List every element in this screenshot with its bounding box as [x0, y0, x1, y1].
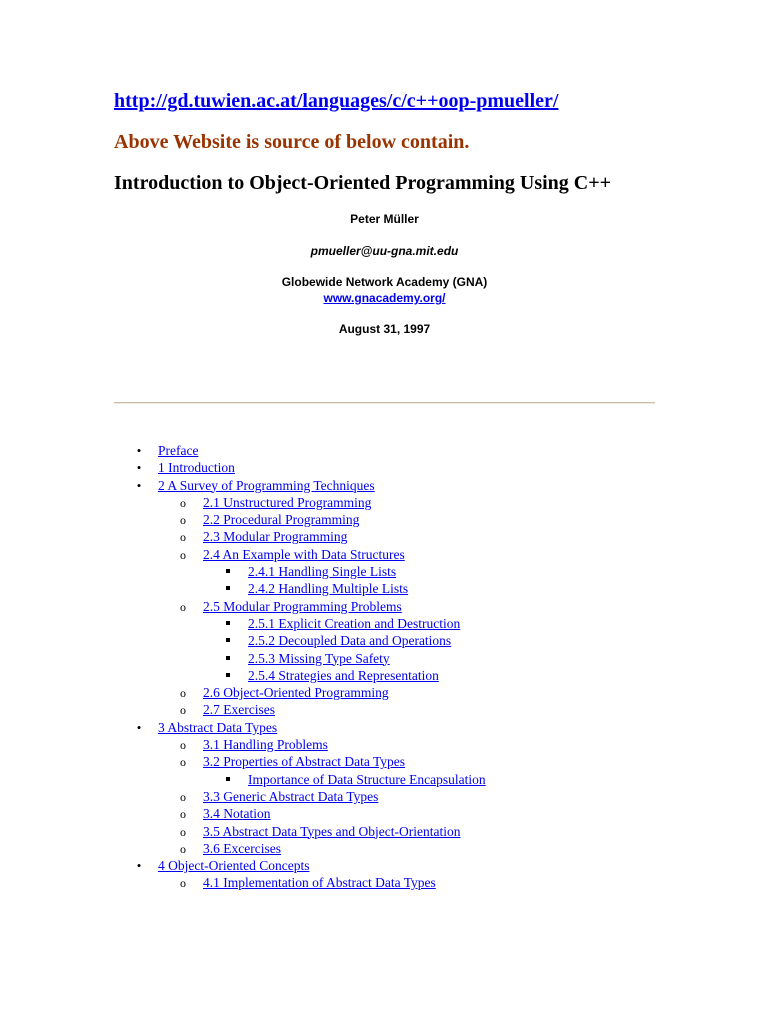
toc-link[interactable]: 2.5.3 Missing Type Safety — [248, 650, 390, 666]
toc-link[interactable]: 1 Introduction — [158, 460, 235, 476]
bullet-circle-icon — [176, 598, 190, 616]
bullet-circle-icon — [176, 701, 190, 719]
toc-item — [114, 632, 674, 649]
toc-link[interactable]: 2.4.2 Handling Multiple Lists — [248, 581, 409, 597]
toc-link[interactable]: 2.5.4 Strategies and Representation — [248, 667, 439, 683]
toc-item — [114, 788, 674, 805]
toc-link[interactable]: 3.5 Abstract Data Types and Object-Orientation — [203, 823, 461, 839]
toc-link[interactable]: 3.1 Handling Problems — [203, 737, 328, 753]
toc-item — [114, 701, 674, 718]
bullet-square-icon — [221, 632, 235, 649]
toc-link[interactable]: 2.3 Modular Programming — [203, 529, 348, 545]
bullet-square-icon — [221, 771, 235, 788]
toc-link[interactable]: 2.4.1 Handling Single Lists — [248, 564, 397, 580]
bullet-square-icon — [221, 563, 235, 580]
toc-link[interactable]: Preface — [158, 443, 199, 458]
bullet-square-icon — [221, 615, 235, 632]
toc-item — [114, 511, 674, 528]
toc-item — [114, 580, 674, 597]
toc-link[interactable]: 3.6 Excercises — [203, 840, 281, 856]
toc-item — [114, 650, 674, 667]
bullet-circle-icon — [176, 788, 190, 806]
toc-item — [114, 598, 674, 615]
bullet-circle-icon — [176, 494, 190, 512]
toc-item — [114, 753, 674, 770]
publication-date: August 31, 1997 — [338, 322, 431, 336]
bullet-circle-icon — [176, 736, 190, 754]
toc-link[interactable]: 2.1 Unstructured Programming — [203, 494, 372, 510]
toc-item — [114, 477, 674, 494]
toc-link[interactable]: 4 Object-Oriented Concepts — [158, 858, 310, 874]
toc-link[interactable]: 4.1 Implementation of Abstract Data Types — [203, 875, 436, 891]
toc-link[interactable]: 2 A Survey of Programming Techniques — [158, 477, 375, 493]
source-url-link[interactable]: http://gd.tuwien.ac.at/languages/c/c++oop-pmueller/ — [114, 90, 559, 112]
bullet-circle-icon — [176, 753, 190, 771]
toc-item — [114, 563, 674, 580]
author-email: pmueller@uu-gna.mit.edu — [310, 244, 459, 258]
toc-link[interactable]: 3.4 Notation — [203, 806, 271, 822]
bullet-circle-icon — [176, 805, 190, 823]
toc-link[interactable]: 2.2 Procedural Programming — [203, 512, 360, 528]
toc-item — [114, 667, 674, 684]
toc-link[interactable]: 2.5.1 Explicit Creation and Destruction — [248, 615, 461, 631]
toc-item — [114, 857, 674, 874]
toc-item — [114, 840, 674, 857]
bullet-circle-icon — [176, 546, 190, 564]
toc-item — [114, 528, 674, 545]
toc-link[interactable]: 3.2 Properties of Abstract Data Types — [203, 754, 406, 770]
toc-item — [114, 719, 674, 736]
toc-item — [114, 736, 674, 753]
toc-link[interactable]: 2.4 An Example with Data Structures — [203, 546, 405, 562]
bullet-disc-icon — [132, 442, 146, 459]
bullet-square-icon — [221, 580, 235, 597]
toc-item — [114, 442, 674, 459]
toc-link[interactable]: 2.6 Object-Oriented Programming — [203, 685, 389, 701]
document-title: Introduction to Object-Oriented Programming Using C++ — [114, 172, 612, 194]
table-of-contents — [114, 442, 674, 892]
toc-link[interactable]: 3 Abstract Data Types — [158, 719, 278, 735]
bullet-circle-icon — [176, 511, 190, 529]
toc-item — [114, 494, 674, 511]
toc-item — [114, 874, 674, 891]
toc-link[interactable]: 2.5 Modular Programming Problems — [203, 598, 402, 614]
bullet-disc-icon — [132, 719, 146, 736]
bullet-square-icon — [221, 667, 235, 684]
organization-website-link[interactable]: www.gnacademy.org/ — [323, 291, 446, 305]
bullet-circle-icon — [176, 840, 190, 858]
toc-item — [114, 805, 674, 822]
bullet-disc-icon — [132, 459, 146, 476]
bullet-disc-icon — [132, 477, 146, 494]
horizontal-divider — [114, 402, 655, 404]
organization-block — [200, 274, 569, 306]
toc-item — [114, 684, 674, 701]
toc-link[interactable]: 2.7 Exercises — [203, 702, 275, 718]
source-note: Above Website is source of below contain. — [114, 131, 470, 153]
bullet-circle-icon — [176, 528, 190, 546]
toc-item — [114, 823, 674, 840]
toc-link[interactable]: 2.5.2 Decoupled Data and Operations — [248, 633, 452, 649]
toc-item — [114, 459, 674, 476]
bullet-circle-icon — [176, 874, 190, 892]
toc-link[interactable]: 3.3 Generic Abstract Data Types — [203, 788, 379, 804]
author-name: Peter Müller — [350, 212, 419, 226]
bullet-disc-icon — [132, 857, 146, 874]
bullet-circle-icon — [176, 823, 190, 841]
organization-name: Globewide Network Academy (GNA) — [281, 275, 488, 289]
toc-link[interactable]: Importance of Data Structure Encapsulation — [248, 771, 486, 787]
toc-item — [114, 615, 674, 632]
toc-item — [114, 771, 674, 788]
bullet-square-icon — [221, 650, 235, 667]
toc-item — [114, 546, 674, 563]
bullet-circle-icon — [176, 684, 190, 702]
